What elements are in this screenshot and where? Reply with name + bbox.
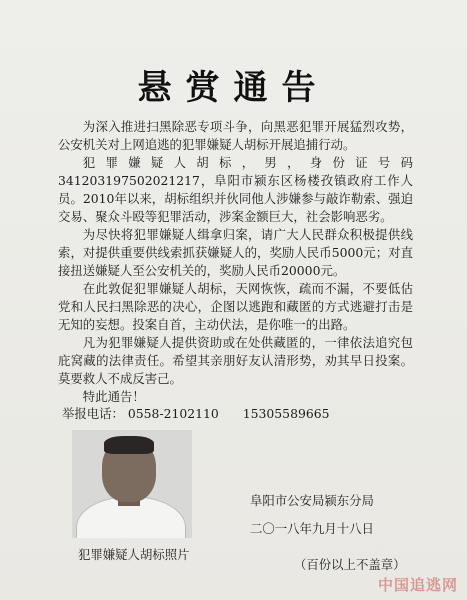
issue-date: 二〇一八年九月十八日	[250, 521, 374, 536]
hotline-phone-1[interactable]: 0558-2102110	[127, 406, 219, 421]
photo-caption: 犯罪嫌疑人胡标照片	[78, 547, 190, 562]
paragraph-3: 为尽快将犯罪嫌疑人缉拿归案，请广大人民群众积极提供线索，对提供重要供线索抓获嫌疑人的，奖励人民币5000元；对直接扭送嫌疑人至公安机关的，奖励人民币20000元。	[58, 227, 413, 278]
paragraph-5: 凡为犯罪嫌疑人提供资助或在处供藏匿的，一律依法追究包庇窝藏的法律责任。希望其亲朋好友认清形势，劝其早日投案。莫要救人不成反害己。	[58, 335, 413, 386]
paragraph-6: 特此通告！	[82, 389, 145, 404]
paragraph-4: 在此敦促犯罪嫌疑人胡标，天网恢恢，疏而不漏，不要低估党和人民扫黑除恶的决心，企图以逃跑和藏匿的方式逃避打击是无知的妄想。投案自首，主动伏法，是你唯一的出路。	[58, 281, 413, 332]
notice-body	[58, 118, 413, 406]
stamp-note: （百份以上不盖章）	[294, 557, 406, 572]
paragraph-2: 犯罪嫌疑人胡标，男，身份证号码341203197502021217，阜阳市颍东区杨楼孜镇政府工作人员。2010年以来，胡标组织并伙同他人涉嫌参与敲诈勒索、强迫交易、聚众斗殴等犯罪活动，涉案金额巨大，社会影响恶劣。	[58, 155, 413, 224]
hotline-label: 举报电话：	[62, 406, 124, 421]
site-watermark: 中国追逃网	[378, 576, 459, 594]
hotline-phone-2[interactable]: 15305589665	[242, 406, 330, 421]
paragraph-1: 为深入推进扫黑除恶专项斗争，向黑恶犯罪开展猛烈攻势，公安机关对上网追逃的犯罪嫌疑人胡标开展追捕行动。	[58, 119, 413, 152]
notice-title: 悬赏通告	[137, 68, 330, 108]
issuer-block	[250, 487, 374, 543]
issuer-name: 阜阳市公安局颍东分局	[250, 493, 374, 508]
suspect-photo	[72, 430, 192, 538]
report-hotline	[62, 404, 349, 422]
